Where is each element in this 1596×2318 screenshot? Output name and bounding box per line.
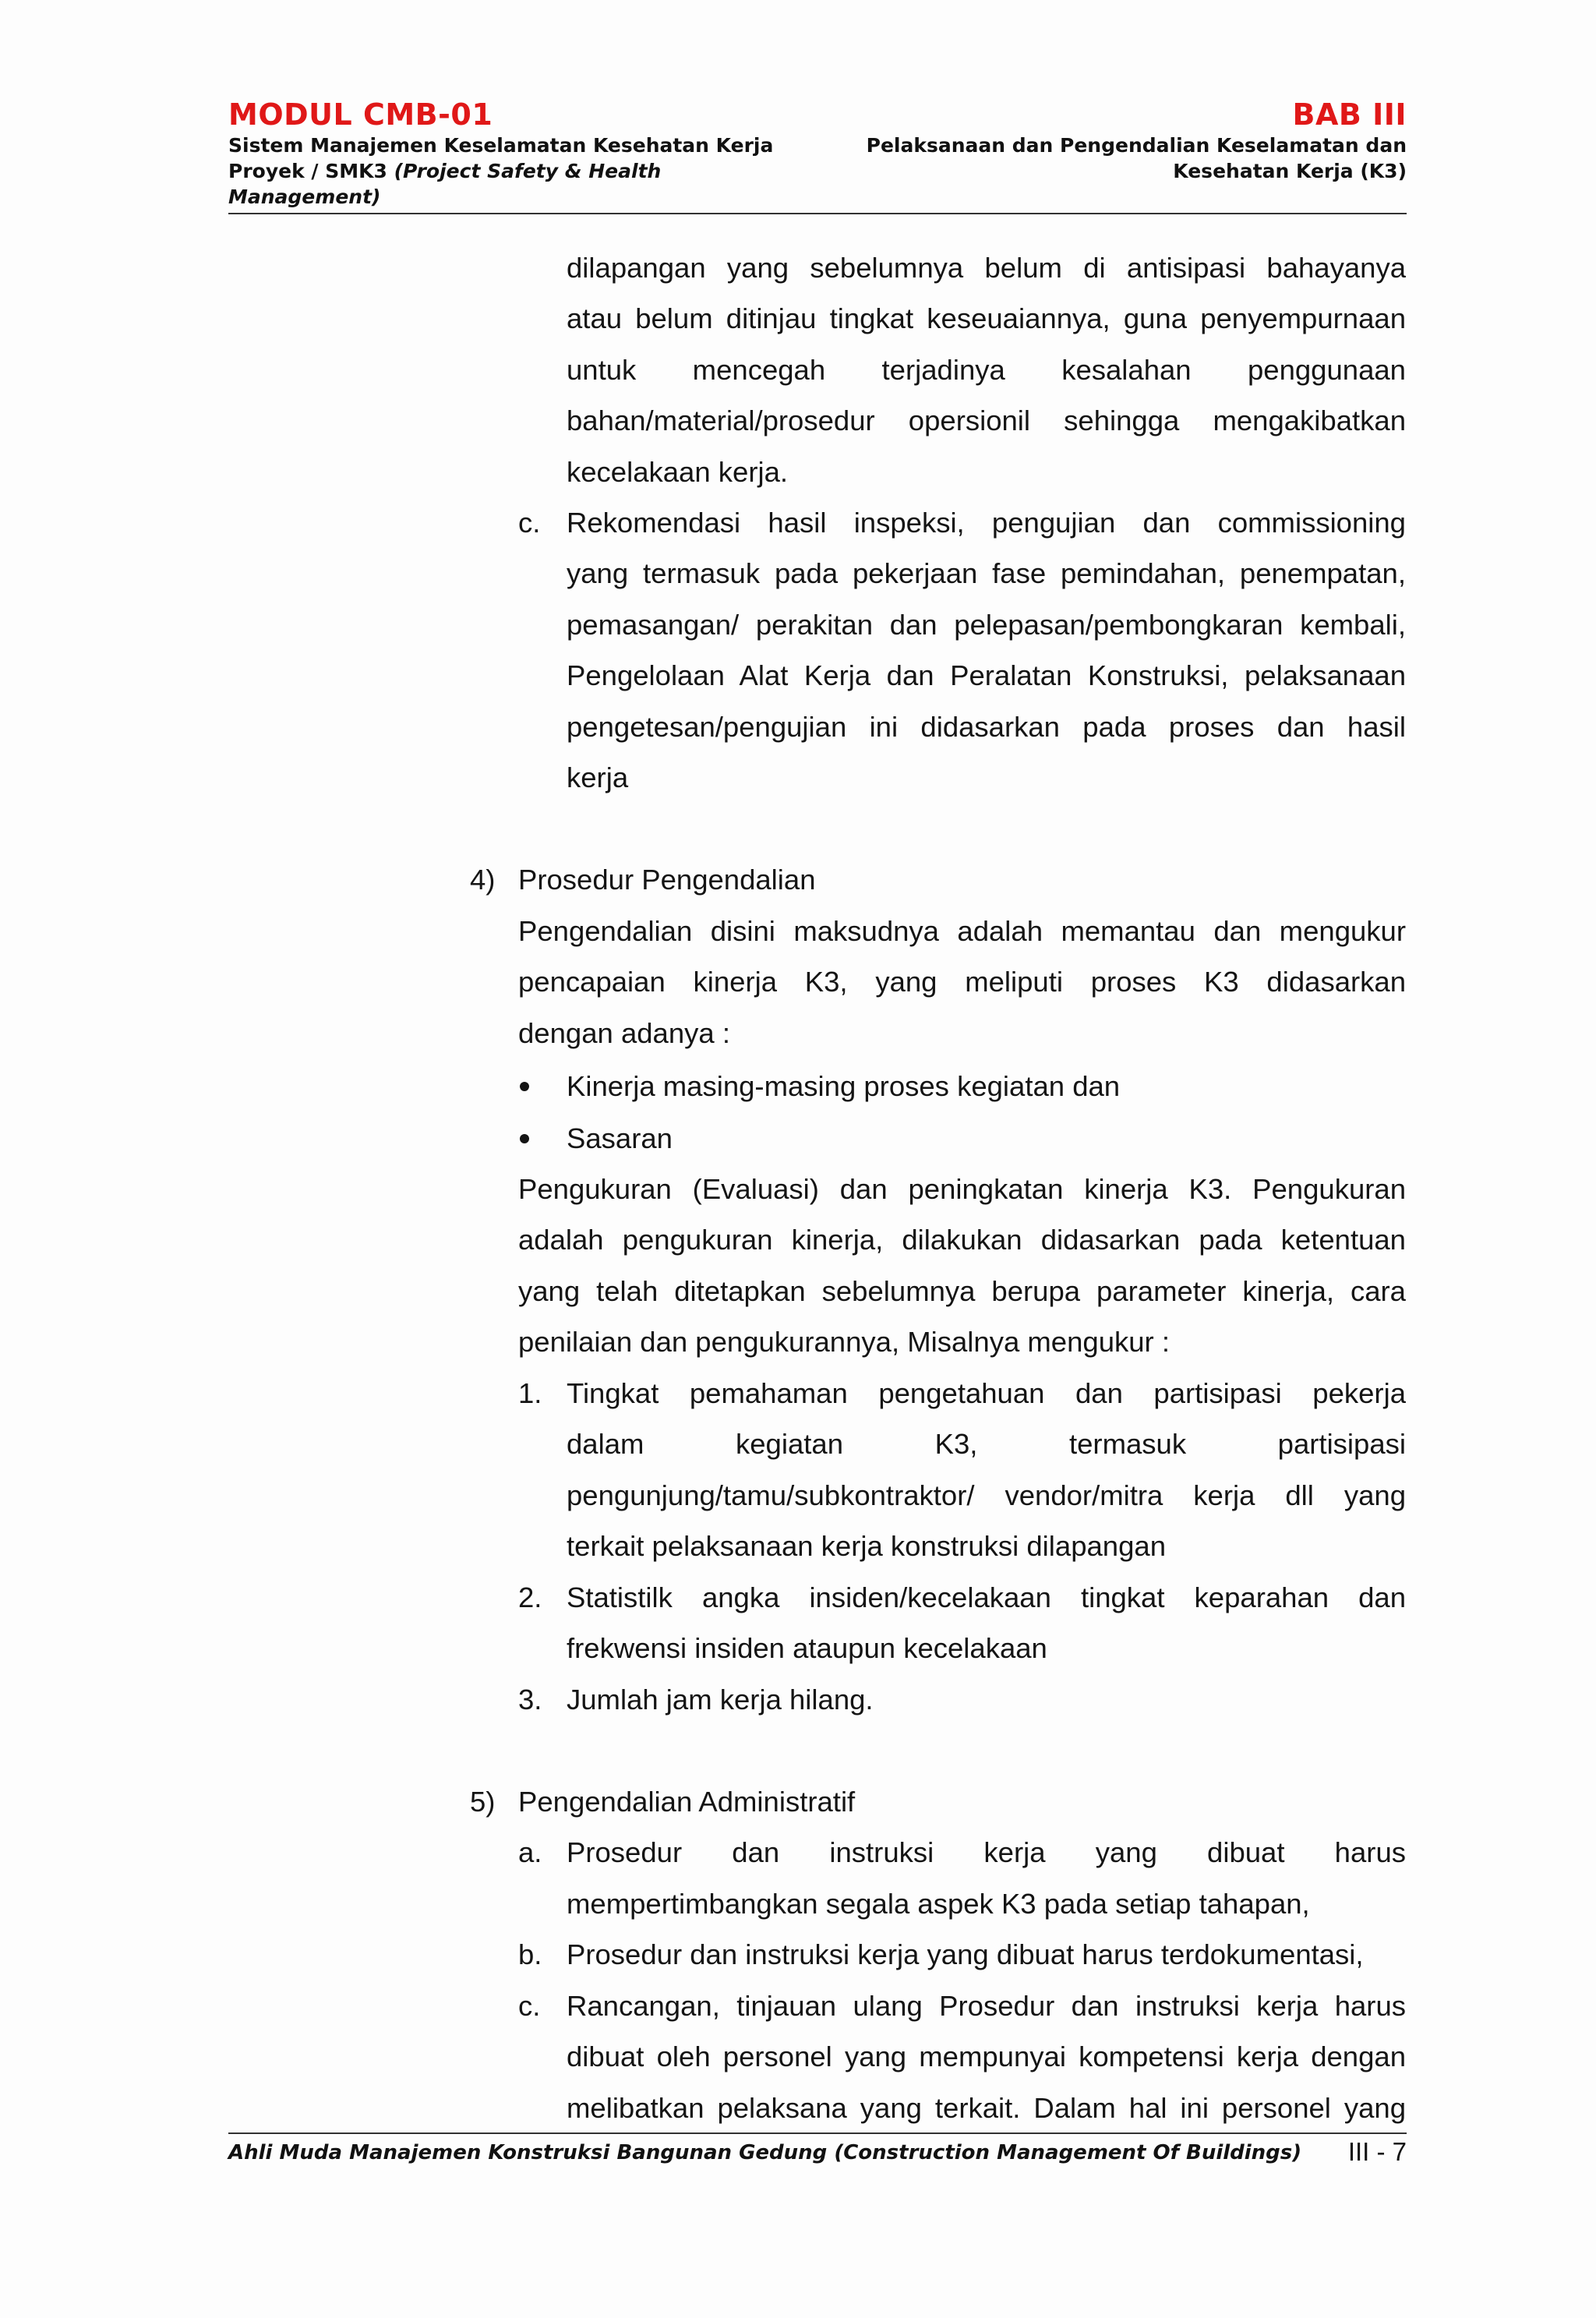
section-5-item-a-line-1: Prosedur dan instruksi kerja yang dibuat harus xyxy=(567,1836,1406,1868)
numbered-1-line-2: dalam kegiatan K3, termasuk partisipasi xyxy=(567,1428,1406,1460)
numbered-3-line-1: Jumlah jam kerja hilang. xyxy=(567,1684,874,1716)
section-5-marker: 5) xyxy=(470,1786,496,1818)
item-c-line-6: kerja xyxy=(567,761,629,793)
section-4-marker: 4) xyxy=(470,864,496,896)
numbered-1-line-4: terkait pelaksanaan kerja konstruksi dilapangan xyxy=(567,1530,1166,1562)
section-4-intro-line-3: dengan adanya : xyxy=(518,1017,730,1049)
header-left-line-2-plain: Proyek / SMK3 xyxy=(228,160,394,182)
chapter-title: BAB III xyxy=(1292,97,1407,132)
header-right-line-1: Pelaksanaan dan Pengendalian Keselamatan dan xyxy=(866,134,1407,157)
section-5-item-b-marker: b. xyxy=(518,1938,542,1970)
section-5-title: Pengendalian Administratif xyxy=(518,1786,856,1818)
section-4-para-line-1: Pengukuran (Evaluasi) dan peningkatan kinerja K3. Pengukuran xyxy=(518,1173,1406,1205)
bullet-item-1: Kinerja masing-masing proses kegiatan dan xyxy=(567,1070,1121,1102)
footer-divider xyxy=(228,2132,1407,2134)
bullet-item-2: Sasaran xyxy=(567,1122,673,1154)
header-left-line-1: Sistem Manajemen Keselamatan Kesehatan Kerja xyxy=(228,134,774,157)
section-5-item-c-line-1: Rancangan, tinjauan ulang Prosedur dan instruksi kerja harus xyxy=(567,1990,1406,2022)
page-number: III - 7 xyxy=(1347,2137,1407,2166)
continuation-line-5: kecelakaan kerja. xyxy=(567,456,789,488)
item-c-marker: c. xyxy=(518,507,541,539)
numbered-1-line-3: pengunjung/tamu/subkontraktor/ vendor/mitra kerja dll yang xyxy=(567,1479,1406,1511)
header-left-line-2-italic: (Project Safety & Health xyxy=(394,160,662,182)
section-5-item-b-line-1: Prosedur dan instruksi kerja yang dibuat harus terdokumentasi, xyxy=(567,1938,1364,1970)
header-divider xyxy=(228,213,1407,214)
header-right-line-2: Kesehatan Kerja (K3) xyxy=(1173,160,1407,182)
continuation-line-2: atau belum ditinjau tingkat keseuaiannya, guna penyempurnaan xyxy=(567,302,1406,334)
header-left-line-3 xyxy=(228,184,836,210)
bullet-dot-1 xyxy=(520,1082,529,1091)
section-5-item-c-marker: c. xyxy=(518,1990,541,2022)
item-c-line-2: yang termasuk pada pekerjaan fase pemindahan, penempatan, xyxy=(567,557,1406,589)
section-4-intro-line-2: pencapaian kinerja K3, yang meliputi proses K3 didasarkan xyxy=(518,966,1406,998)
section-4-para-line-3: yang telah ditetapkan sebelumnya berupa parameter kinerja, cara xyxy=(518,1275,1406,1307)
item-c-line-4: Pengelolaan Alat Kerja dan Peralatan Konstruksi, pelaksanaan xyxy=(567,659,1406,691)
section-5-item-a-marker: a. xyxy=(518,1836,542,1868)
item-c-line-3: pemasangan/ perakitan dan pelepasan/pembongkaran kembali, xyxy=(567,609,1406,641)
section-4-para-line-4: penilaian dan pengukurannya, Misalnya mengukur : xyxy=(518,1326,1170,1358)
continuation-line-1: dilapangan yang sebelumnya belum di antisipasi bahayanya xyxy=(567,252,1406,284)
section-5-item-a-line-2: mempertimbangkan segala aspek K3 pada setiap tahapan, xyxy=(567,1888,1310,1920)
numbered-3-marker: 3. xyxy=(518,1684,542,1716)
numbered-1-marker: 1. xyxy=(518,1377,542,1409)
bullet-dot-2 xyxy=(520,1134,529,1143)
continuation-line-3: untuk mencegah terjadinya kesalahan penggunaan xyxy=(567,354,1406,386)
header-right xyxy=(799,97,1407,184)
numbered-2-line-2: frekwensi insiden ataupun kecelakaan xyxy=(567,1632,1047,1664)
section-4-intro-line-1: Pengendalian disini maksudnya adalah memantau dan mengukur xyxy=(518,915,1406,947)
section-4-title: Prosedur Pengendalian xyxy=(518,864,816,896)
item-c-line-5: pengetesan/pengujian ini didasarkan pada proses dan hasil xyxy=(567,711,1406,743)
header-left-line-3-italic: Management) xyxy=(228,186,381,208)
numbered-2-line-1: Statistilk angka insiden/kecelakaan tingkat keparahan dan xyxy=(567,1581,1406,1613)
section-5-item-c-line-3: melibatkan pelaksana yang terkait. Dalam hal ini personel yang xyxy=(567,2092,1406,2124)
footer-text: Ahli Muda Manajemen Konstruksi Bangunan Gedung (Construction Management Of Buildings) xyxy=(228,2141,1302,2164)
item-c-line-1: Rekomendasi hasil inspeksi, pengujian dan commissioning xyxy=(567,507,1406,539)
section-5-item-c-line-2: dibuat oleh personel yang mempunyai kompetensi kerja dengan xyxy=(567,2041,1406,2072)
header-left xyxy=(228,97,836,210)
numbered-2-marker: 2. xyxy=(518,1581,542,1613)
continuation-line-4: bahan/material/prosedur opersionil sehingga mengakibatkan xyxy=(567,405,1406,436)
numbered-1-line-1: Tingkat pemahaman pengetahuan dan partisipasi pekerja xyxy=(567,1377,1406,1409)
module-title: MODUL CMB-01 xyxy=(228,97,493,132)
header-left-line-2 xyxy=(228,158,836,184)
section-4-para-line-2: adalah pengukuran kinerja, dilakukan didasarkan pada ketentuan xyxy=(518,1224,1406,1256)
